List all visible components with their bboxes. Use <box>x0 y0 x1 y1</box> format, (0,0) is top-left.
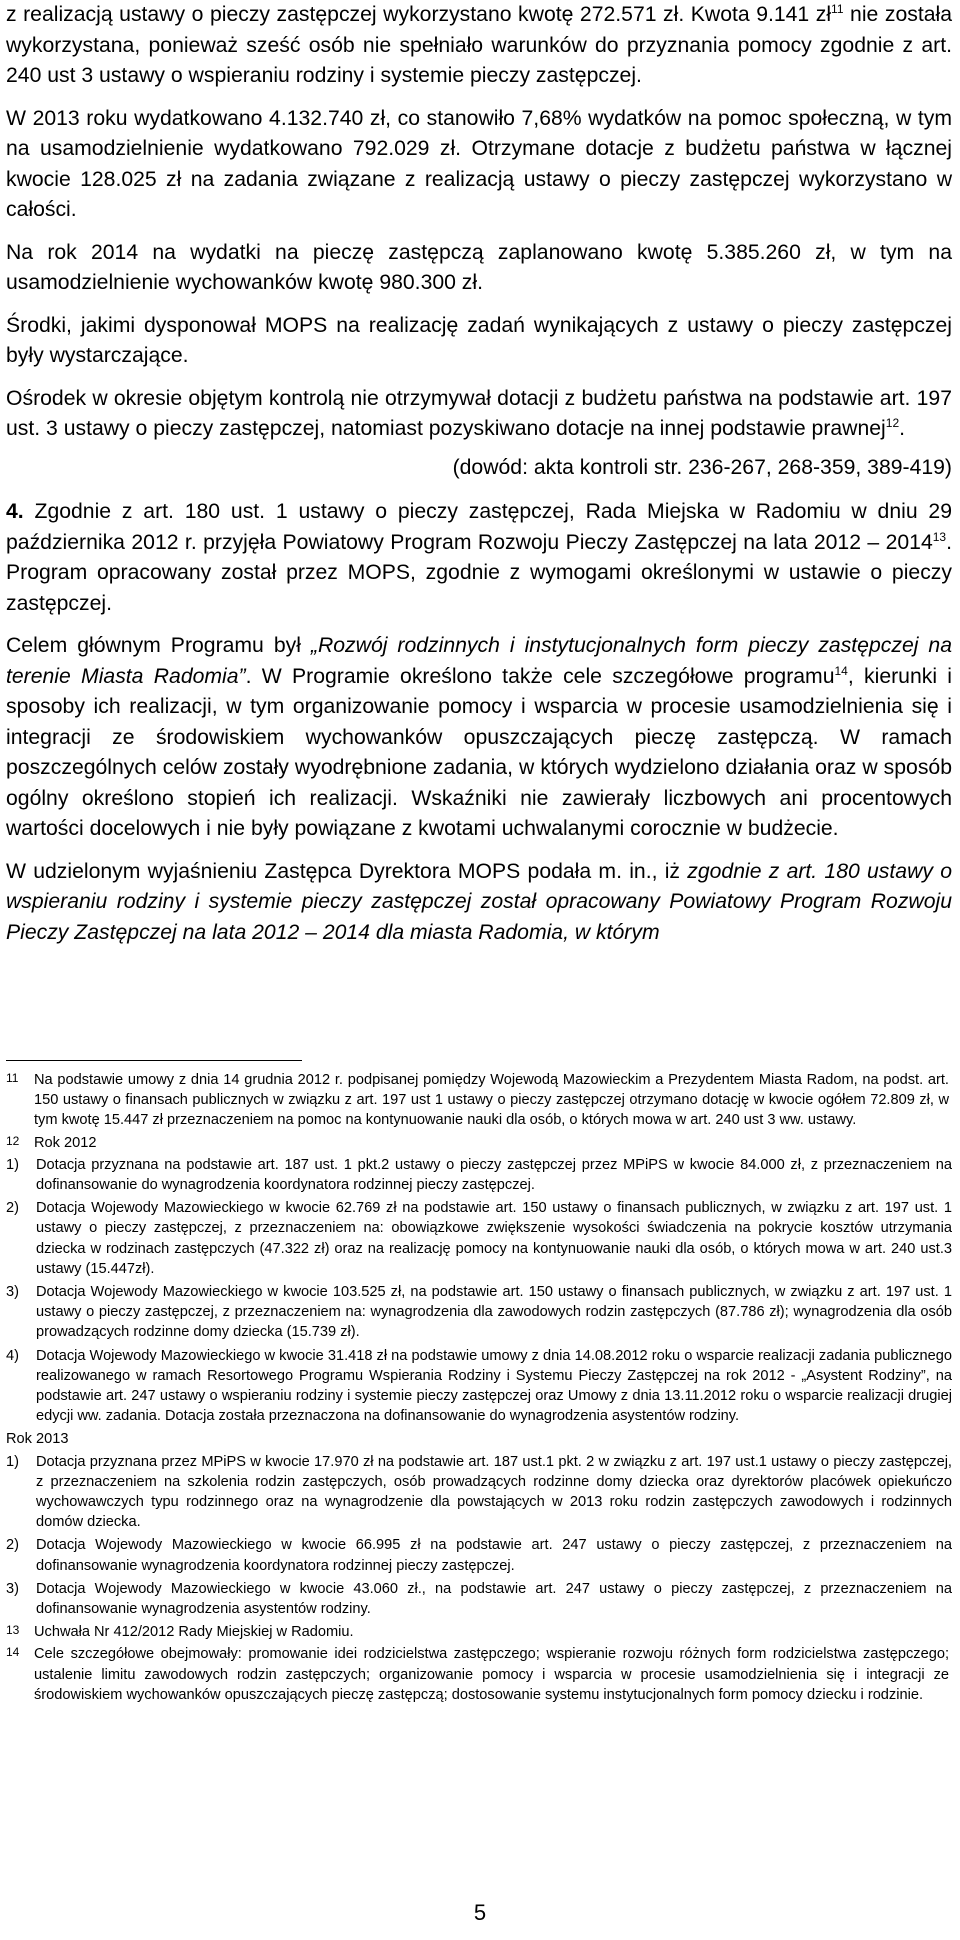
list-item-number: 1) <box>6 1156 19 1173</box>
footnote-11: 11 Na podstawie umowy z dnia 14 grudnia 2012 r. podpisanej pomiędzy Wojewodą Mazowieckim a Prezydentem Miasta Radom, na podst. art. 150 ustawy o finansach publicznych w związku z art. 197 ust 1 ustawy o pieczy zastępczej otrzymano dotację w kwocie ogółem 72.809 zł, w tym kwotę 15.447 zł przeznaczeniem na pomoc na kontynuowanie nauki dla osób, o których mowa w art. 240 ust 3 ww. ustawy. <box>6 1071 949 1129</box>
list-item-text: Dotacja przyznana przez MPiPS w kwocie 17.970 zł na podstawie art. 187 ust.1 pkt. 2 w związku z art. 197 ust.1 ustawy o pieczy zastępczej, z przeznaczeniem na szkolenia rodzin zastępczych, osób prowadzących rodzinne domy dziecka oraz dyrektorów placówek opiekuńczo wychowawczych typu rodzinnego oraz na wynagrodzenie dla powstających w 2013 roku rodzin zastępczych zawodowych i rodzinnych domów dziecka. <box>36 1453 952 1531</box>
list-item-number: 2) <box>6 1200 19 1217</box>
footnote-number: 13 <box>6 1623 20 1638</box>
paragraph-dotations: Ośrodek w okresie objętym kontrolą nie otrzymywał dotacji z budżetu państwa na podstawie art. 197 ust. 3 ustawy o pieczy zastępczej, natomiast pozyskiwano dotacje na innej podstawie prawnej$^{12}$. <box>6 386 952 440</box>
list-item-text: Dotacja Wojewody Mazowieckiego w kwocie 31.418 zł na podstawie umowy z dnia 14.08.2012 roku o wsparcie realizacji zadania publicznego realizowanego w ramach Resortowego Programu Wspierania Rodziny i Systemu Pieczy Zastępczej na rok 2012 - „Asystent Rodziny”, na podstawie art. 247 ustawy o wspieraniu rodziny i systemie pieczy zastępczej oraz Umowy z dnia 13.11.2012 roku o wsparcie realizacji drugiej edycji ww. zadania. Dotacja została przeznaczona na dofinansowanie do wynagrodzenia asystentów rodziny. <box>36 1347 952 1425</box>
list-item-number: 4) <box>6 1347 19 1364</box>
section-number: 4. <box>6 500 24 523</box>
footnote-12: 12 Rok 2012 <box>6 1133 97 1151</box>
list-item-text: Dotacja Wojewody Mazowieckiego w kwocie 103.525 zł, na podstawie art. 150 ustawy o finansach publicznych, w związku z art. 197 ust. 1 ustawy o pieczy zastępczej, z przeznaczeniem na: wynagrodzenia dla zawodowych rodzin zastępczych (87.786 zł); wynagrodzenia dla osób prowadzących rodzinne domy dziecka (15.739 zł). <box>36 1284 952 1341</box>
list-item <box>6 1155 952 1195</box>
footnote-number: 12 <box>6 1133 20 1148</box>
paragraph-funds: Środki, jakimi dysponował MOPS na realizację zadań wynikających z ustawy o pieczy zastępczej były wystarczające. <box>6 313 952 367</box>
footnote-ref-11[interactable]: 11 <box>831 1 844 16</box>
list-item-number: 1) <box>6 1453 19 1470</box>
paragraph-funding-2012: z realizacją ustawy o pieczy zastępczej wykorzystano kwotę 272.571 zł. Kwota 9.141 $zł^{11}$ nie została wykorzystana, ponieważ sześć osób nie spełniało warunków do przyznania pomocy zgodnie z art. 240 ust 3 ustawy o wspieraniu rodziny i systemie pieczy zastępczej. <box>6 1 952 87</box>
footnote-separator <box>6 1060 302 1061</box>
list-item-text: Dotacja Wojewody Mazowieckiego w kwocie 62.769 zł na podstawie art. 150 ustawy o finansach publicznych, w związku z art. 197 ust. 1 ustawy o pieczy zastępczej, z przeznaczeniem na: obowiązkowe zwiększenie wysokości świadczenia na pokrycie kosztów utrzymania dziecka w rodzinach zastępczych (47.322 zł) oraz na realizację pomocy na kontynuowanie nauki dla osób, o których mowa w art. 240 ust.3 ustawy (15.447zł). <box>36 1200 952 1277</box>
explanation-quote: zgodnie z art. 180 ustawy o wspieraniu rodziny i systemie pieczy zastępczej został opracowany Powiatowy Program Rozwoju Pieczy Zastępczej na lata 2012 – 2014 dla miasta Radomia, w którym <box>6 859 952 944</box>
paragraph-program-goal: Celem głównym Programu był „Rozwój rodzinnych i instytucjonalnych form pieczy zastępczej na terenie Miasta Radomia”. W Programie określono także cele szczegółowe programu$^{14}$, kierunki i sposoby ich realizacji, w tym organizowanie pomocy i wsparcia w procesie usamodzielnienia się i integracji ze środowiskiem wychowanków opuszczających pieczę zastępczą. W ramach poszczególnych celów zostały wyodrębnione zadania, w których wydzielono działania oraz w sposób ogólny określono stopień ich realizacji. Wskaźniki nie zawierały liczbowych ani procentowych wartości docelowych i nie były powiązane z kwotami uchwalanymi corocznie w budżecie. <box>6 634 953 840</box>
list-item <box>6 1452 952 1533</box>
list-item-text: Dotacja Wojewody Mazowieckiego w kwocie 43.060 zł., na podstawie art. 247 ustawy o pieczy zastępczej, z przeznaczeniem na dofinansowanie wynagrodzenia asystentów rodziny. <box>36 1580 952 1618</box>
paragraph-program: 4. Zgodnie z art. 180 ust. 1 ustawy o pieczy zastępczej, Rada Miejska w Radomiu w dniu 29 października 2012 r. przyjęła Powiatowy Program Rozwoju Pieczy Zastępczej na lata 2012 – 2014$^{13}$. Program opracowany został przez MOPS, zgodnie z wymogami określonymi w ustawie o pieczy zastępczej. <box>6 500 952 615</box>
footnote-ref-14[interactable]: 14 <box>834 663 848 678</box>
list-item-text: Dotacja Wojewody Mazowieckiego w kwocie 66.995 zł na podstawie art. 247 ustawy o pieczy zastępczej, z przeznaczeniem na dofinansowanie wynagrodzenia koordynatora rodzinnej pieczy zastępczej. <box>36 1537 952 1574</box>
footnotes <box>6 1070 952 1707</box>
list-item-text: Dotacja przyznana na podstawie art. 187 ust. 1 pkt.2 ustawy o pieczy zastępczej przez MPiPS w kwocie 84.000 zł, z przeznaczeniem na dofinansowanie do wynagrodzenia koordynatora rodzinnej pieczy zastępczej. <box>36 1156 952 1194</box>
list-item <box>6 1282 952 1343</box>
paragraph-2014: Na rok 2014 na wydatki na pieczę zastępczą zaplanowano kwotę 5.385.260 zł, w tym na usamodzielnienie wychowanków kwotę 980.300 zł. <box>6 240 952 294</box>
heading-2013: Rok 2013 <box>6 1431 69 1448</box>
list-item <box>6 1198 952 1279</box>
list-2012 <box>6 1155 952 1427</box>
footnote-number: 14 <box>6 1645 20 1660</box>
footnote-number: 11 <box>6 1071 19 1085</box>
footnote-13: 13 Uchwała Nr 412/2012 Rady Miejskiej w Radomiu. <box>6 1623 354 1641</box>
footnote-ref-13[interactable]: 13 <box>932 529 947 544</box>
list-item <box>6 1535 952 1575</box>
footnote-ref-12[interactable]: 12 <box>885 415 900 430</box>
paragraph-explanation: W udzielonym wyjaśnieniu Zastępca Dyrektora MOPS podała m. in., iż zgodnie z art. 180 ustawy o wspieraniu rodziny i systemie pieczy zastępczej został opracowany Powiatowy Program Rozwoju Pieczy Zastępczej na lata 2012 – 2014 dla miasta Radomia, w którym <box>6 859 952 944</box>
paragraph-2013: W 2013 roku wydatkowano 4.132.740 zł, co stanowiło 7,68% wydatków na pomoc społeczną, w tym na usamodzielnienie wydatkowano 792.029 zł. Otrzymane dotacje z budżetu państwa w łącznej kwocie 128.025 zł na zadania związane z realizacją ustawy o pieczy zastępczej wykorzystano w całości. <box>6 106 952 221</box>
page-number: 5 <box>473 1900 487 1925</box>
footnote-14: 14 Cele szczegółowe obejmowały: promowanie idei rodzicielstwa zastępczego; wspieranie rozwoju różnych form rodzicielstwa zastępczego; ustalenie limitu zawodowych rodzin zastępczych; organizowanie pomocy i wsparcia w procesie usamodzielnienia się i integracji ze środowiskiem wychowanków opuszczających pieczę zastępczą; dostosowanie systemu instytucjonalnych form pomocy dziecku i rodzinie. <box>6 1645 949 1703</box>
evidence-note: (dowód: akta kontroli str. 236-267, 268-359, 389-419) <box>452 455 952 479</box>
program-goal-quote: „Rozwój rodzinnych i instytucjonalnych form pieczy zastępczej na terenie Miasta Radomia” <box>6 634 952 688</box>
main-text <box>6 0 952 960</box>
list-item-number: 3) <box>6 1284 19 1301</box>
list-item-number: 2) <box>6 1537 19 1554</box>
list-item <box>6 1579 952 1619</box>
list-item <box>6 1346 952 1427</box>
list-item-number: 3) <box>6 1580 19 1597</box>
list-2013 <box>6 1452 952 1620</box>
